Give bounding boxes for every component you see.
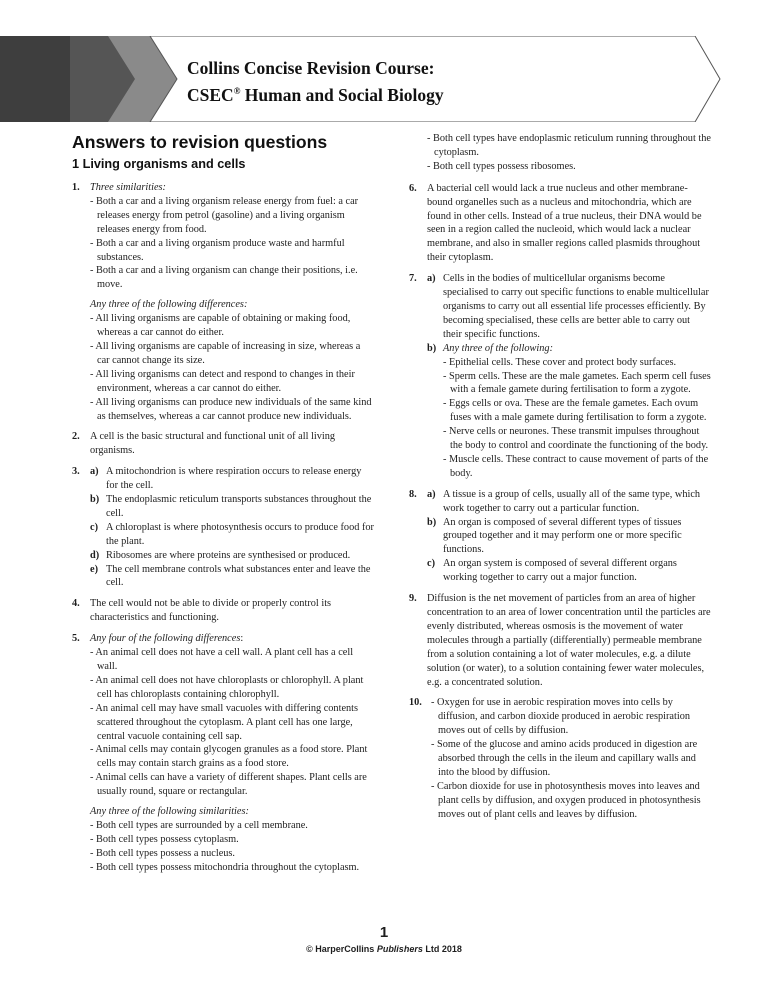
- question-number: 10.: [409, 697, 422, 709]
- list-item: - Epithelial cells. These cover and protect body surfaces.: [443, 356, 677, 368]
- answer-part: b) An organ is composed of several different types of tissues grouped together and it may perform one or more specific functions.: [427, 516, 682, 556]
- list-item: - An animal cell does not have a cell wall. A plant cell has a cell wall.: [90, 647, 354, 672]
- list-item: - Both a car and a living organism release energy from fuel: a car releases energy from petrol (gasoline) and a living organism releases energy from food.: [90, 195, 359, 235]
- answer-part: e) The cell membrane controls what substances enter and leave the cell.: [90, 563, 371, 589]
- list-item: - Both cell types have endoplasmic reticulum running throughout the cytoplasm.: [427, 133, 711, 158]
- copyright-notice: © HarperCollins Publishers Ltd 2018: [306, 944, 462, 954]
- question-number: 1.: [72, 182, 80, 193]
- list-item: - Both a car and a living organism can change their positions, i.e. move.: [90, 265, 358, 291]
- list-item: - Both a car and a living organism produce waste and harmful substances.: [90, 237, 345, 263]
- list-item: - All living organisms are capable of increasing in size, whereas a car cannot change its size.: [90, 340, 361, 366]
- list-item: - Carbon dioxide for use in photosynthesis moves into leaves and plant cells by diffusion, and oxygen produced in photosynthesis moves out of plant cells and leaves by diffusion.: [431, 780, 701, 820]
- question-number: 4.: [72, 598, 80, 610]
- question-number: 5.: [72, 633, 80, 645]
- section-heading: 1 Living organisms and cells: [72, 157, 246, 171]
- question-number: 7.: [409, 273, 417, 285]
- list-item: - An animal cell does not have chloroplasts or chlorophyll. A plant cell has chloroplasts containing chlorophyll.: [90, 674, 364, 700]
- part-label: c): [427, 558, 435, 570]
- question-6: [409, 182, 711, 265]
- question-10: [409, 696, 711, 821]
- part-label: e): [90, 563, 98, 575]
- answer-part: a) A tissue is a group of cells, usually all of the same type, which work together to carry out a particular function.: [427, 488, 701, 514]
- answer-part: a) Cells in the bodies of multicellular organisms become specialised to carry out specific functions to enable multicellular organisms to carry out all essential life processes efficiently. By becoming specialised, these cells are better able to carry out their specific functions.: [427, 273, 709, 340]
- answer-part: c) An organ system is composed of several different organs working together to carry out a major function.: [427, 558, 677, 584]
- answer-text: A cell is the basic structural and functional unit of all living organisms.: [90, 431, 336, 457]
- part-label: c): [90, 521, 98, 533]
- page-number: 1: [379, 924, 389, 941]
- question-2: [72, 430, 374, 458]
- right-column: [409, 132, 711, 829]
- answer-part: d) Ribosomes are where proteins are synthesised or produced.: [90, 549, 351, 561]
- part-label: b): [427, 516, 437, 528]
- question-number: 9.: [409, 593, 417, 605]
- intro-similarities: Any three of the following similarities:: [90, 806, 249, 818]
- answer-text: The cell would not be able to divide or properly control its characteristics and functioning.: [90, 598, 332, 624]
- list-item: - Animal cells can have a variety of different shapes. Plant cells are usually round, square or rectangular.: [90, 772, 367, 798]
- question-5-continued: [409, 132, 711, 174]
- list-item: - Some of the glucose and amino acids produced in digestion are absorbed through the cells in the ileum and capillary walls and into the blood by diffusion.: [431, 739, 698, 778]
- question-8: [409, 488, 711, 585]
- list-item: - An animal cell may have small vacuoles with differing contents scattered throughout the cytoplasm. A plant cell has one large, central vacuole containing cell sap.: [90, 702, 359, 742]
- answer-part: c) A chloroplast is where photosynthesis occurs to produce food for the plant.: [90, 521, 374, 547]
- intro-similarities: Three similarities:: [90, 182, 166, 193]
- registered-mark: ®: [233, 86, 241, 96]
- part-label: d): [90, 549, 100, 561]
- part-label: b): [427, 342, 437, 354]
- question-7: [409, 272, 711, 481]
- book-title-line-2: CSEC® Human and Social Biology: [187, 84, 444, 105]
- question-3: [72, 465, 374, 590]
- question-number: 2.: [72, 431, 80, 443]
- book-title: [187, 57, 444, 107]
- page-heading: Answers to revision questions: [72, 132, 328, 152]
- question-1: [72, 181, 374, 423]
- question-number: 8.: [409, 488, 417, 500]
- list-item: - Both cell types possess ribosomes.: [427, 160, 576, 172]
- answer-part: a) A mitochondrion is where respiration occurs to release energy for the cell.: [90, 466, 362, 492]
- list-item: - Animal cells may contain glycogen granules as a food store. Plant cells may contain starch grains as a food store.: [90, 744, 368, 770]
- part-label: a): [427, 488, 436, 500]
- part-label: a): [90, 466, 99, 478]
- intro-differences: Any three of the following differences:: [90, 299, 248, 311]
- list-item: - All living organisms can produce new individuals of the same kind as themselves, whereas a car cannot produce new individuals.: [90, 396, 372, 422]
- answer-part: b) The endoplasmic reticulum transports substances throughout the cell.: [90, 494, 372, 519]
- list-item: - Muscle cells. These contract to cause movement of parts of the body.: [443, 453, 709, 479]
- list-item: - Eggs cells or ova. These are the female gametes. Each ovum fuses with a male gamete during fertilisation to form a zygote.: [443, 398, 707, 424]
- list-item: - Nerve cells or neurones. These transmit impulses throughout the body to control and coordinate the functioning of the body.: [443, 426, 709, 452]
- list-item: - Sperm cells. These are the male gametes. Each sperm cell fuses with a female gamete during fertilisation to form a zygote.: [443, 370, 711, 396]
- question-number: 3.: [72, 466, 80, 478]
- list-item: - Both cell types possess mitochondria throughout the cytoplasm.: [90, 861, 360, 873]
- list-item: - All living organisms can detect and respond to changes in their environment, whereas a car cannot do either.: [90, 368, 355, 394]
- answer-part: [427, 342, 711, 481]
- list-item: - Both cell types possess a nucleus.: [90, 847, 235, 859]
- list-item: - Both cell types are surrounded by a cell membrane.: [90, 819, 308, 831]
- list-item: - All living organisms are capable of obtaining or making food, whereas a car cannot do either.: [90, 313, 351, 339]
- question-5: [72, 632, 374, 874]
- answer-text: Diffusion is the net movement of particles from an area of higher concentration to an area of lower concentration until the particles are evenly distributed, whereas osmosis is the movement of water molecules through a partially (differentially) permeable membrane from a solution containing a lot of water molecules, e.g. a dilute solution (or water), to a solution containing fewer water molecules, e.g. a concentrated solution.: [427, 593, 711, 688]
- list-item: - Oxygen for use in aerobic respiration moves into cells by diffusion, and carbon dioxide produced in aerobic respiration moves out of cells by diffusion.: [431, 697, 691, 737]
- question-number: 6.: [409, 182, 417, 194]
- left-column: [72, 132, 374, 882]
- question-9: [409, 592, 711, 689]
- list-item: - Both cell types possess cytoplasm.: [90, 833, 239, 845]
- answer-text: A bacterial cell would lack a true nucleus and other membrane-bound organelles such as a nucleus and mitochondria, which are found in other cells. Instead of a true nucleus, their DNA would be seen in a region called the nucleoid, which would lack a nuclear membrane, and also in smaller regions called plasmids throughout their cytoplasm.: [427, 182, 702, 264]
- book-title-line-1: Collins Concise Revision Course:: [187, 58, 435, 78]
- question-4: [72, 597, 374, 625]
- part-label: a): [427, 273, 436, 285]
- part-label: b): [90, 494, 100, 506]
- intro-differences: Any four of the following differences:: [90, 633, 244, 645]
- part-intro: Any three of the following:: [443, 342, 554, 354]
